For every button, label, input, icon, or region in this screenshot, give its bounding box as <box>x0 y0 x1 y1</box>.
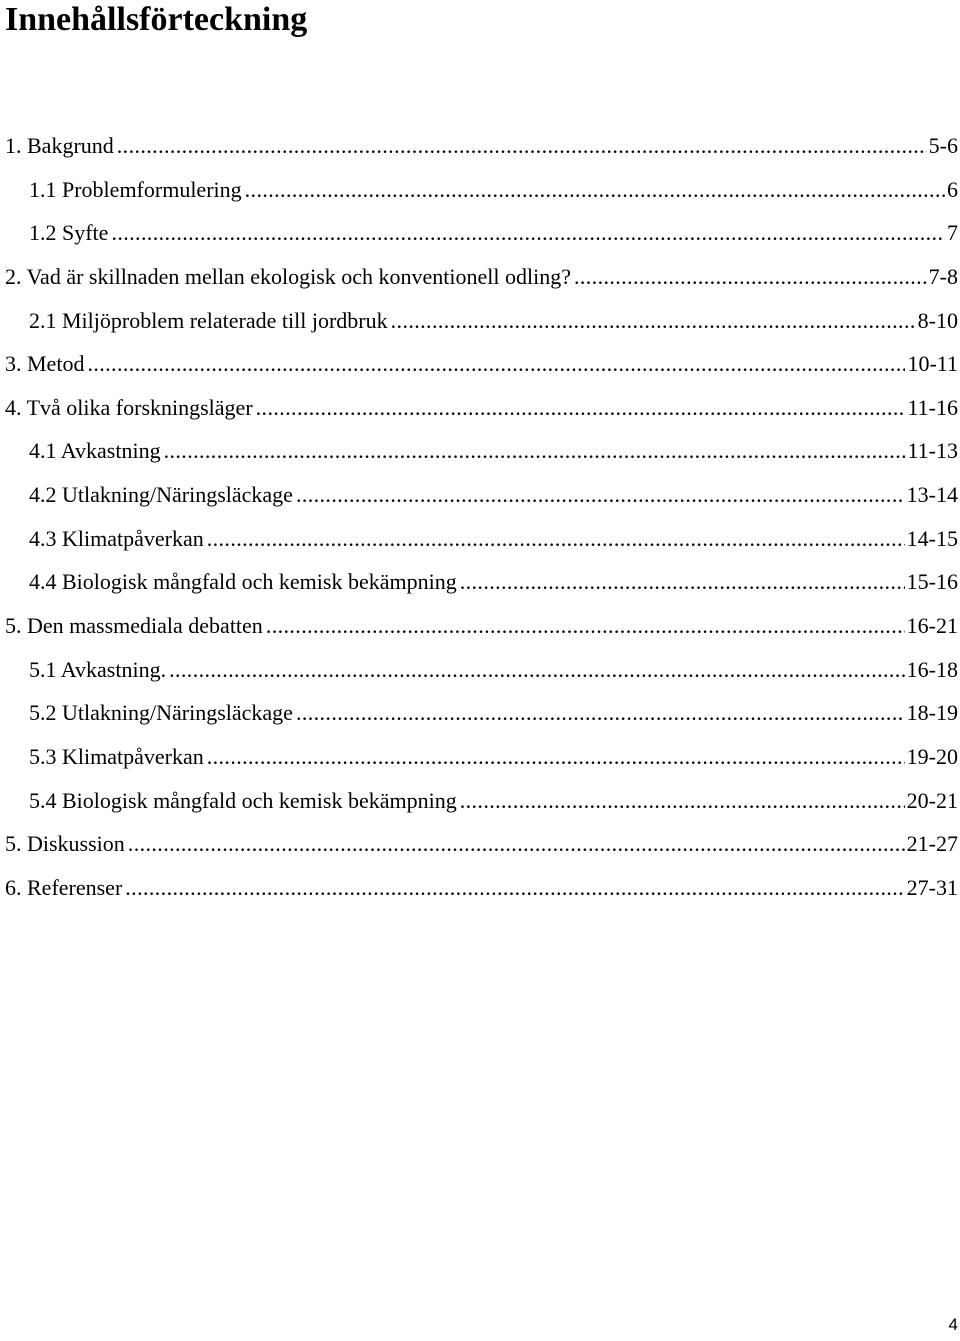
toc-entry-label: 1. Bakgrund <box>5 133 114 158</box>
toc-entry-page: 13-14 <box>906 482 958 508</box>
toc-dot-leader <box>111 211 945 255</box>
toc-dot-leader <box>391 299 916 343</box>
toc-dot-leader <box>125 866 904 910</box>
toc-entry[interactable] <box>0 473 960 517</box>
toc-entry[interactable] <box>0 386 960 430</box>
toc-entry-page: 21-27 <box>906 831 958 857</box>
toc-dot-leader <box>266 604 905 648</box>
page-title: Innehållsförteckning <box>5 1 308 38</box>
toc-entry-page: 18-19 <box>906 700 958 726</box>
toc-dot-leader <box>296 691 905 735</box>
toc-entry[interactable] <box>0 866 960 910</box>
toc-entry[interactable] <box>0 168 960 212</box>
toc-dot-leader <box>460 560 905 604</box>
toc-entry[interactable] <box>0 517 960 561</box>
toc-entry-page: 27-31 <box>906 874 958 900</box>
toc-entry-page: 11-13 <box>907 438 958 464</box>
toc-dot-leader <box>207 517 905 561</box>
toc-entry-page: 20-21 <box>906 787 958 813</box>
toc-entry-label: 5. Den massmediala debatten <box>5 613 263 639</box>
toc-entry-label: 5.3 Klimatpåverkan <box>29 743 204 769</box>
toc-entry-page: 7 <box>947 220 958 246</box>
toc-dot-leader <box>207 735 905 779</box>
toc-entry-page: 5-6 <box>928 133 958 158</box>
toc-entry-label: 1.1 Problemformulering <box>29 176 242 202</box>
toc-dot-leader <box>296 473 905 517</box>
toc-entry[interactable] <box>0 779 960 823</box>
toc-entry-label: 5.2 Utlakning/Näringsläckage <box>29 700 293 726</box>
toc-entry[interactable] <box>0 255 960 299</box>
toc-entry-page: 19-20 <box>906 743 958 769</box>
toc-dot-leader <box>164 429 906 473</box>
toc-dot-leader <box>169 648 905 692</box>
toc-entry-page: 16-18 <box>906 656 958 682</box>
toc-entry[interactable] <box>0 648 960 692</box>
toc-entry[interactable] <box>0 735 960 779</box>
toc-dot-leader <box>117 124 927 168</box>
toc-entry-page: 14-15 <box>906 525 958 551</box>
toc-entry[interactable] <box>0 124 960 168</box>
toc-entry-label: 4.3 Klimatpåverkan <box>29 525 204 551</box>
toc-entry-page: 10-11 <box>907 351 958 377</box>
toc-entry-page: 6 <box>947 176 958 202</box>
toc-entry-page: 11-16 <box>907 394 958 420</box>
toc-entry-page: 16-21 <box>906 613 958 639</box>
toc-entry[interactable] <box>0 604 960 648</box>
toc-entry-label: 5.1 Avkastning. <box>29 656 167 682</box>
table-of-contents <box>0 124 960 910</box>
toc-entry[interactable] <box>0 691 960 735</box>
toc-entry-label: 4.1 Avkastning <box>29 438 161 464</box>
toc-entry-label: 4.4 Biologisk mångfald och kemisk bekämpning <box>29 569 457 595</box>
toc-entry-label: 1.2 Syfte <box>29 220 109 246</box>
toc-entry-page: 8-10 <box>917 307 958 333</box>
toc-entry[interactable] <box>0 429 960 473</box>
toc-entry-page: 7-8 <box>928 263 958 289</box>
toc-entry-label: 6. Referenser <box>5 874 123 900</box>
toc-dot-leader <box>87 342 905 386</box>
toc-entry-label: 2.1 Miljöproblem relaterade till jordbruk <box>29 307 388 333</box>
toc-entry-page: 15-16 <box>906 569 958 595</box>
toc-entry-label: 5. Diskussion <box>5 831 125 857</box>
toc-dot-leader <box>574 255 927 299</box>
toc-entry[interactable] <box>0 822 960 866</box>
toc-entry-label: 4.2 Utlakning/Näringsläckage <box>29 482 293 508</box>
toc-entry-label: 2. Vad är skillnaden mellan ekologisk och konventionell odling? <box>5 263 571 289</box>
toc-entry-label: 3. Metod <box>5 351 85 377</box>
toc-dot-leader <box>460 779 905 823</box>
toc-entry-label: 5.4 Biologisk mångfald och kemisk bekämpning <box>29 787 457 813</box>
toc-entry[interactable] <box>0 342 960 386</box>
toc-dot-leader <box>256 386 906 430</box>
page-number: 4 <box>948 1315 958 1334</box>
toc-entry-label: 4. Två olika forskningsläger <box>5 394 253 420</box>
toc-entry[interactable] <box>0 299 960 343</box>
toc-entry[interactable] <box>0 560 960 604</box>
toc-entry[interactable] <box>0 211 960 255</box>
toc-dot-leader <box>245 168 945 212</box>
toc-dot-leader <box>128 822 905 866</box>
